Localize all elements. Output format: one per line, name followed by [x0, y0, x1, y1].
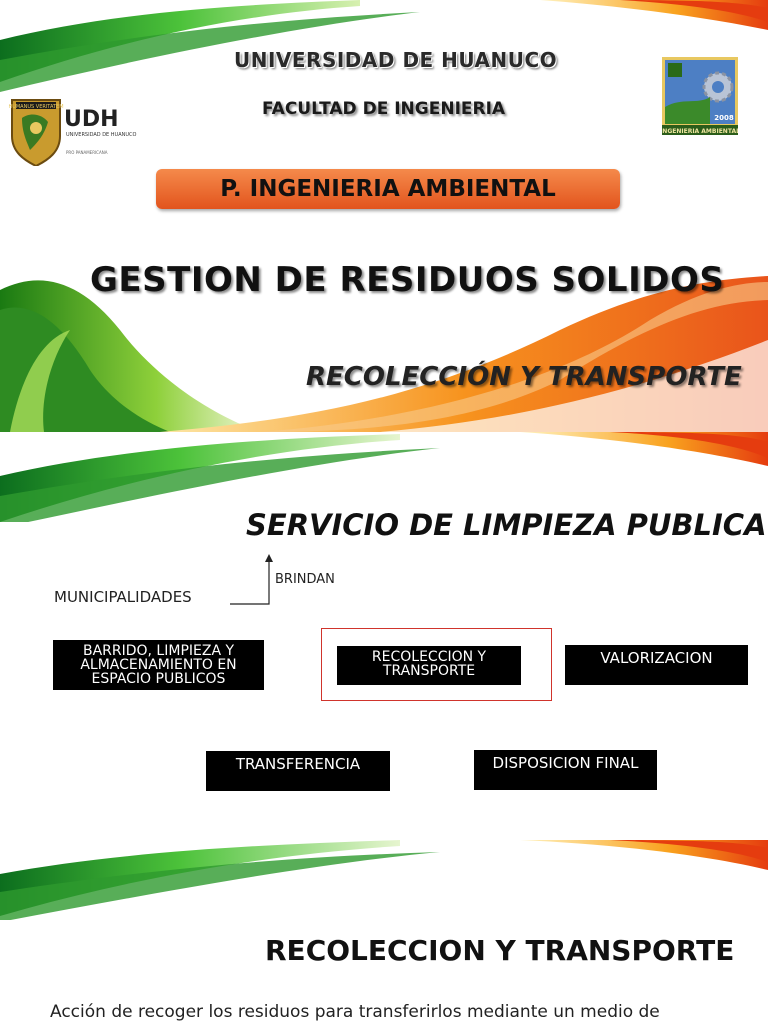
- service-label: RECOLECCION Y TRANSPORTE: [371, 649, 487, 679]
- municipalidades-label: MUNICIPALIDADES: [54, 588, 192, 606]
- svg-text:INGENIERIA AMBIENTAL: INGENIERIA AMBIENTAL: [662, 128, 738, 135]
- brindan-arrow: [228, 552, 278, 608]
- service-box-barrido: [53, 640, 264, 690]
- service-box-transferencia: [206, 751, 390, 791]
- svg-text:PRO PANAMERICANA: PRO PANAMERICANA: [66, 150, 108, 155]
- slide-servicio: [0, 432, 768, 828]
- service-label: VALORIZACION: [600, 649, 713, 667]
- slide-recoleccion: [0, 840, 768, 1024]
- presentation-subtitle: RECOLECCIÓN Y TRANSPORTE: [306, 362, 742, 392]
- brindan-label: BRINDAN: [275, 572, 335, 587]
- slide-title: [0, 0, 768, 432]
- university-name: UNIVERSIDAD DE HUANUCO: [234, 48, 558, 72]
- service-label: DISPOSICION FINAL: [492, 754, 639, 772]
- ingenieria-ambiental-logo: [662, 57, 738, 135]
- service-box-valorizacion: [565, 645, 748, 685]
- slide-separator: [0, 828, 768, 840]
- svg-text:UNIVERSIDAD DE HUANUCO: UNIVERSIDAD DE HUANUCO: [66, 132, 137, 138]
- service-label: BARRIDO, LIMPIEZA Y ALMACENAMIENTO EN ESPACIO PUBLICOS: [80, 643, 237, 687]
- slide-title-text: RECOLECCION Y TRANSPORTE: [265, 934, 735, 967]
- svg-text:2008: 2008: [714, 114, 734, 122]
- service-box-disposicion: [474, 750, 657, 790]
- faculty-name: FACULTAD DE INGENIERIA: [262, 99, 506, 119]
- service-box-recoleccion: [337, 646, 521, 685]
- svg-text:UDH: UDH: [64, 107, 119, 132]
- program-label: P. INGENIERIA AMBIENTAL: [220, 176, 556, 202]
- udh-logo: [8, 96, 140, 166]
- program-banner: [156, 169, 620, 209]
- svg-text:HUMANUS VERITATEM: HUMANUS VERITATEM: [8, 104, 64, 110]
- swoosh-decoration: [0, 840, 768, 920]
- definition-text: Acción de recoger los residuos para transferirlos mediante un medio de: [50, 1002, 660, 1022]
- slide-title-text: SERVICIO DE LIMPIEZA PUBLICA: [246, 508, 767, 542]
- service-label: TRANSFERENCIA: [235, 755, 361, 773]
- presentation-title: GESTION DE RESIDUOS SOLIDOS: [90, 260, 725, 300]
